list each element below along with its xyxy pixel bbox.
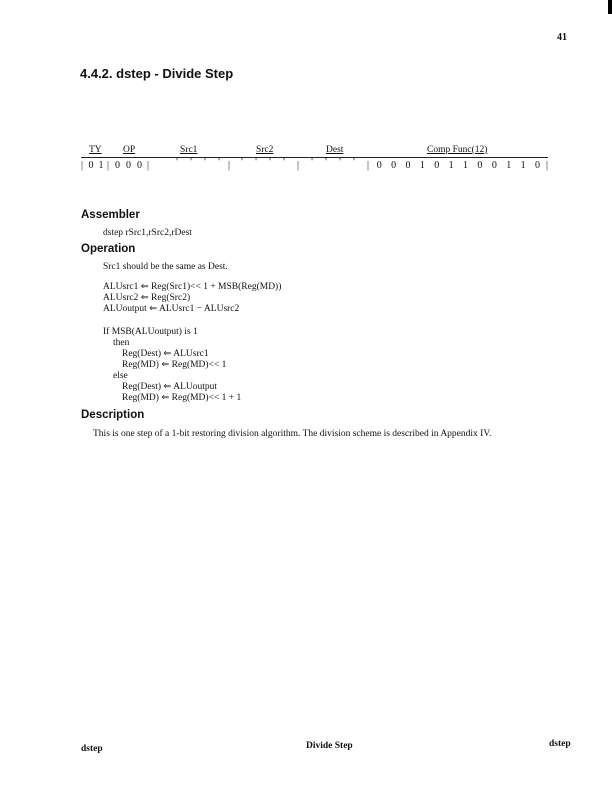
comp-func-bit: 0 — [405, 160, 411, 171]
ty-bit: 1 — [98, 160, 104, 171]
footer-center: Divide Step — [306, 741, 353, 751]
ty-bit: 0 — [88, 160, 94, 171]
assembler-heading: Assembler — [81, 209, 140, 221]
comp-func-bit: 1 — [463, 160, 469, 171]
condition-line: If MSB(ALUoutput) is 1 — [103, 327, 198, 337]
tick-mark: ' — [176, 157, 178, 168]
comp-func-bit: 0 — [534, 160, 540, 171]
tick-mark: ' — [353, 157, 355, 168]
tick-mark: ' — [269, 157, 271, 168]
field-header-ty: TY — [89, 145, 102, 155]
condition-else: else — [113, 371, 128, 381]
tick-mark: ' — [190, 157, 192, 168]
condition-line: Reg(Dest) ⇐ ALUsrc1 — [122, 349, 209, 359]
condition-line: Reg(MD) ⇐ Reg(MD)<< 1 — [122, 360, 227, 370]
comp-func-bit: 0 — [434, 160, 440, 171]
comp-func-bit: 1 — [506, 160, 512, 171]
footer-left: dstep — [81, 744, 103, 754]
operation-line: ALUsrc2 ⇐ Reg(Src2) — [103, 293, 191, 303]
comp-func-bit: 0 — [376, 160, 382, 171]
field-separator: | — [228, 160, 231, 171]
op-bit: 0 — [126, 160, 131, 171]
operation-line: ALUoutput ⇐ ALUsrc1 − ALUsrc2 — [103, 304, 240, 314]
field-separator: | — [147, 160, 150, 171]
comp-func-bit: 0 — [391, 160, 397, 171]
page-number: 41 — [557, 32, 567, 43]
comp-func-bit: 1 — [419, 160, 425, 171]
field-separator: | — [297, 160, 300, 171]
field-header-dest: Dest — [326, 145, 344, 155]
comp-func-bit: 0 — [477, 160, 483, 171]
tick-mark: ' — [283, 157, 285, 168]
tick-mark: ' — [311, 157, 313, 168]
description-heading: Description — [81, 409, 145, 421]
field-separator: | — [81, 160, 84, 171]
section-title: 4.4.2. dstep - Divide Step — [80, 66, 234, 81]
src2-ticks — [235, 157, 291, 168]
op-bit: 0 — [115, 160, 120, 171]
tick-mark: ' — [325, 157, 327, 168]
field-header-src1: Src1 — [180, 145, 198, 155]
dest-ticks — [305, 157, 361, 168]
operation-note: Src1 should be the same as Dest. — [103, 262, 228, 272]
field-separator: | — [367, 160, 370, 171]
src1-ticks — [170, 157, 226, 168]
description-text: This is one step of a 1-bit restoring division algorithm. The division scheme is described in Appendix IV. — [93, 429, 492, 439]
tick-mark: ' — [255, 157, 257, 168]
comp-func-bit: 1 — [448, 160, 454, 171]
condition-then: then — [113, 338, 130, 348]
field-header-comp-func: Comp Func(12) — [427, 145, 488, 155]
tick-mark: ' — [241, 157, 243, 168]
tick-mark: ' — [204, 157, 206, 168]
tick-mark: ' — [218, 157, 220, 168]
assembler-syntax: dstep rSrc1,rSrc2,rDest — [103, 228, 192, 238]
field-separator: | — [107, 160, 110, 171]
op-bits — [112, 160, 145, 171]
footer-right: dstep — [549, 739, 571, 749]
field-header-src2: Src2 — [256, 145, 274, 155]
scan-edge-mark — [608, 0, 612, 14]
op-bit: 0 — [137, 160, 142, 171]
tick-mark: ' — [339, 157, 341, 168]
comp-func-bit: 1 — [520, 160, 526, 171]
operation-line: ALUsrc1 ⇐ Reg(Src1)<< 1 + MSB(Reg(MD)) — [103, 282, 282, 292]
comp-func-bits — [372, 160, 545, 171]
condition-line: Reg(MD) ⇐ Reg(MD)<< 1 + 1 — [122, 393, 242, 403]
condition-line: Reg(Dest) ⇐ ALUoutput — [122, 382, 218, 392]
operation-heading: Operation — [81, 243, 136, 255]
comp-func-bit: 0 — [491, 160, 497, 171]
ty-bits — [86, 160, 106, 171]
field-separator: | — [546, 160, 549, 171]
field-header-op: OP — [123, 145, 136, 155]
